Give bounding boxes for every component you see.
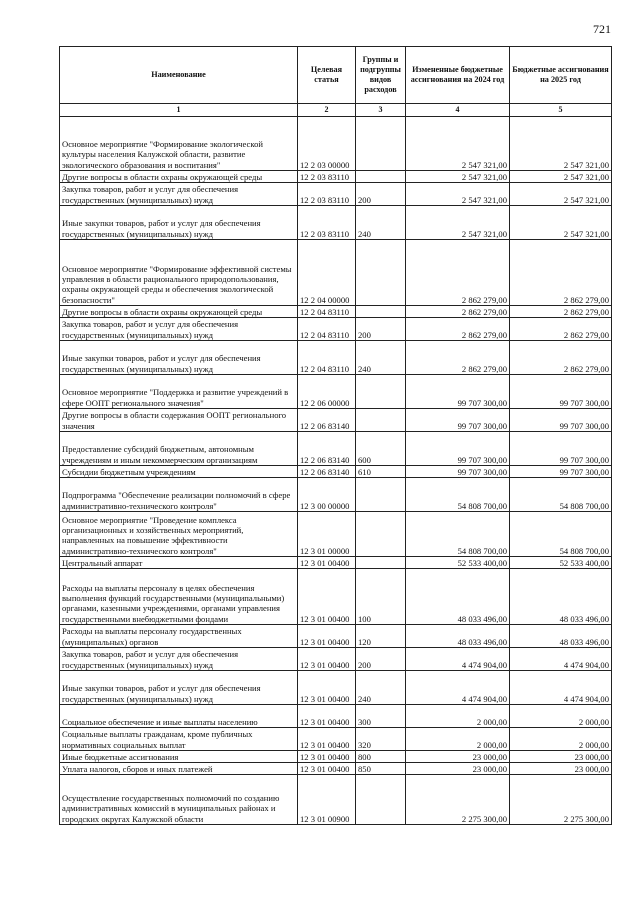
row-code: 12 2 06 83140 — [298, 466, 356, 478]
row-name: Предоставление субсидий бюджетным, автономным учреждениям и иным некоммерческим организациям — [60, 432, 298, 466]
row-group: 850 — [356, 763, 406, 775]
row-amount-2024: 2 000,00 — [406, 728, 510, 751]
table-row — [60, 512, 612, 557]
row-amount-2024: 2 862 279,00 — [406, 240, 510, 306]
row-amount-2024: 48 033 496,00 — [406, 569, 510, 625]
table-row — [60, 557, 612, 569]
row-name: Субсидии бюджетным учреждениям — [60, 466, 298, 478]
row-amount-2025: 2 862 279,00 — [510, 306, 612, 318]
table-row — [60, 648, 612, 671]
row-amount-2025: 99 707 300,00 — [510, 375, 612, 409]
row-code: 12 2 04 83110 — [298, 318, 356, 341]
column-number: 2 — [298, 104, 356, 117]
table-row — [60, 625, 612, 648]
row-code: 12 3 01 00000 — [298, 512, 356, 557]
row-group — [356, 240, 406, 306]
row-code: 12 3 01 00900 — [298, 775, 356, 825]
column-number: 5 — [510, 104, 612, 117]
row-group: 240 — [356, 671, 406, 705]
row-group — [356, 478, 406, 512]
row-name: Закупка товаров, работ и услуг для обеспечения государственных (муниципальных) нужд — [60, 183, 298, 206]
row-amount-2025: 99 707 300,00 — [510, 409, 612, 432]
row-group: 100 — [356, 569, 406, 625]
row-code: 12 2 04 83110 — [298, 341, 356, 375]
row-group — [356, 117, 406, 171]
page-number: 721 — [593, 22, 611, 36]
row-amount-2025: 2 547 321,00 — [510, 171, 612, 183]
row-code: 12 3 01 00400 — [298, 625, 356, 648]
row-group — [356, 409, 406, 432]
header-target: Целевая статья — [298, 47, 356, 104]
row-amount-2024: 4 474 904,00 — [406, 671, 510, 705]
table-row — [60, 240, 612, 306]
row-group: 600 — [356, 432, 406, 466]
header-budget-2025: Бюджетные ассигнования на 2025 год — [510, 47, 612, 104]
row-group: 120 — [356, 625, 406, 648]
row-name: Социальные выплаты гражданам, кроме публичных нормативных социальных выплат — [60, 728, 298, 751]
row-code: 12 2 06 83140 — [298, 432, 356, 466]
row-amount-2025: 54 808 700,00 — [510, 478, 612, 512]
table-header-row — [60, 47, 612, 104]
row-name: Социальное обеспечение и иные выплаты населению — [60, 705, 298, 728]
row-code: 12 2 03 83110 — [298, 171, 356, 183]
row-group — [356, 171, 406, 183]
row-group: 610 — [356, 466, 406, 478]
row-amount-2025: 48 033 496,00 — [510, 625, 612, 648]
row-amount-2025: 2 547 321,00 — [510, 206, 612, 240]
row-amount-2025: 2 000,00 — [510, 728, 612, 751]
table-row — [60, 671, 612, 705]
table-row — [60, 318, 612, 341]
row-group — [356, 306, 406, 318]
column-number: 3 — [356, 104, 406, 117]
row-group: 320 — [356, 728, 406, 751]
header-name: Наименование — [60, 47, 298, 104]
row-group: 200 — [356, 648, 406, 671]
row-amount-2024: 54 808 700,00 — [406, 512, 510, 557]
row-code: 12 3 01 00400 — [298, 648, 356, 671]
row-amount-2024: 52 533 400,00 — [406, 557, 510, 569]
row-code: 12 2 03 83110 — [298, 206, 356, 240]
row-amount-2025: 2 275 300,00 — [510, 775, 612, 825]
table-row — [60, 478, 612, 512]
row-name: Уплата налогов, сборов и иных платежей — [60, 763, 298, 775]
row-amount-2025: 2 862 279,00 — [510, 341, 612, 375]
row-code: 12 2 04 83110 — [298, 306, 356, 318]
row-name: Основное мероприятие "Поддержка и развитие учреждений в сфере ООПТ регионального значения" — [60, 375, 298, 409]
row-name: Закупка товаров, работ и услуг для обеспечения государственных (муниципальных) нужд — [60, 648, 298, 671]
table-row — [60, 569, 612, 625]
row-name: Иные закупки товаров, работ и услуг для обеспечения государственных (муниципальных) нужд — [60, 206, 298, 240]
row-code: 12 2 04 00000 — [298, 240, 356, 306]
row-group: 800 — [356, 751, 406, 763]
table-row — [60, 206, 612, 240]
budget-table — [59, 46, 612, 825]
row-name: Основное мероприятие "Формирование экологической культуры населения Калужской области, развитие экологического образования и воспитания" — [60, 117, 298, 171]
row-amount-2025: 2 862 279,00 — [510, 318, 612, 341]
row-amount-2025: 2 547 321,00 — [510, 183, 612, 206]
table-row — [60, 409, 612, 432]
row-amount-2025: 23 000,00 — [510, 751, 612, 763]
row-name: Другие вопросы в области охраны окружающей среды — [60, 306, 298, 318]
row-group: 240 — [356, 206, 406, 240]
row-code: 12 2 06 00000 — [298, 375, 356, 409]
row-code: 12 2 03 83110 — [298, 183, 356, 206]
row-name: Осуществление государственных полномочий по созданию административных комиссий в муниципальных районах и городских округах Калужской области — [60, 775, 298, 825]
row-amount-2024: 2 862 279,00 — [406, 341, 510, 375]
row-name: Иные закупки товаров, работ и услуг для обеспечения государственных (муниципальных) нужд — [60, 671, 298, 705]
row-name: Центральный аппарат — [60, 557, 298, 569]
row-amount-2025: 4 474 904,00 — [510, 648, 612, 671]
column-number: 1 — [60, 104, 298, 117]
row-amount-2025: 99 707 300,00 — [510, 466, 612, 478]
row-code: 12 3 01 00400 — [298, 569, 356, 625]
row-amount-2024: 99 707 300,00 — [406, 432, 510, 466]
column-number-row — [60, 104, 612, 117]
row-code: 12 2 03 00000 — [298, 117, 356, 171]
row-amount-2024: 99 707 300,00 — [406, 466, 510, 478]
row-group: 240 — [356, 341, 406, 375]
row-amount-2024: 99 707 300,00 — [406, 409, 510, 432]
row-code: 12 2 06 83140 — [298, 409, 356, 432]
row-name: Иные бюджетные ассигнования — [60, 751, 298, 763]
row-amount-2024: 2 547 321,00 — [406, 183, 510, 206]
table-row — [60, 705, 612, 728]
table-row — [60, 728, 612, 751]
table-row — [60, 466, 612, 478]
table-row — [60, 375, 612, 409]
row-group — [356, 557, 406, 569]
row-amount-2024: 99 707 300,00 — [406, 375, 510, 409]
row-code: 12 3 01 00400 — [298, 763, 356, 775]
row-amount-2024: 2 547 321,00 — [406, 117, 510, 171]
row-amount-2025: 52 533 400,00 — [510, 557, 612, 569]
row-amount-2025: 54 808 700,00 — [510, 512, 612, 557]
row-amount-2025: 2 000,00 — [510, 705, 612, 728]
row-name: Расходы на выплаты персоналу государственных (муниципальных) органов — [60, 625, 298, 648]
row-amount-2024: 2 275 300,00 — [406, 775, 510, 825]
row-code: 12 3 01 00400 — [298, 705, 356, 728]
row-amount-2025: 23 000,00 — [510, 763, 612, 775]
row-name: Подпрограмма "Обеспечение реализации полномочий в сфере административно-технического контроля" — [60, 478, 298, 512]
table-row — [60, 775, 612, 825]
row-name: Иные закупки товаров, работ и услуг для обеспечения государственных (муниципальных) нужд — [60, 341, 298, 375]
row-name: Расходы на выплаты персоналу в целях обеспечения выполнения функций государственными (муниципальными) органами, казенными учреждениями, органами управления государственными внебюджетными фондами — [60, 569, 298, 625]
row-code: 12 3 00 00000 — [298, 478, 356, 512]
table-row — [60, 432, 612, 466]
row-name: Другие вопросы в области охраны окружающей среды — [60, 171, 298, 183]
row-amount-2024: 23 000,00 — [406, 763, 510, 775]
table-row — [60, 171, 612, 183]
row-name: Другие вопросы в области содержания ООПТ регионального значения — [60, 409, 298, 432]
row-group — [356, 375, 406, 409]
row-amount-2024: 2 547 321,00 — [406, 206, 510, 240]
row-group — [356, 512, 406, 557]
row-code: 12 3 01 00400 — [298, 728, 356, 751]
row-amount-2024: 2 862 279,00 — [406, 306, 510, 318]
row-code: 12 3 01 00400 — [298, 751, 356, 763]
row-amount-2025: 4 474 904,00 — [510, 671, 612, 705]
row-amount-2024: 23 000,00 — [406, 751, 510, 763]
table-row — [60, 763, 612, 775]
table-row — [60, 117, 612, 171]
row-code: 12 3 01 00400 — [298, 671, 356, 705]
table-row — [60, 341, 612, 375]
row-amount-2024: 54 808 700,00 — [406, 478, 510, 512]
row-amount-2024: 2 000,00 — [406, 705, 510, 728]
header-groups: Группы и подгруппы видов расходов — [356, 47, 406, 104]
row-amount-2025: 2 547 321,00 — [510, 117, 612, 171]
row-name: Основное мероприятие "Формирование эффективной системы управления в области рационального природопользования, охраны окружающей среды и обеспечения экологической безопасности" — [60, 240, 298, 306]
row-amount-2025: 48 033 496,00 — [510, 569, 612, 625]
table-row — [60, 306, 612, 318]
row-amount-2025: 2 862 279,00 — [510, 240, 612, 306]
row-amount-2024: 2 862 279,00 — [406, 318, 510, 341]
row-code: 12 3 01 00400 — [298, 557, 356, 569]
row-group — [356, 775, 406, 825]
row-name: Основное мероприятие "Проведение комплекса организационных и хозяйственных мероприятий, направленных на повышение эффективности административно-технического контроля" — [60, 512, 298, 557]
row-name: Закупка товаров, работ и услуг для обеспечения государственных (муниципальных) нужд — [60, 318, 298, 341]
column-number: 4 — [406, 104, 510, 117]
row-amount-2024: 4 474 904,00 — [406, 648, 510, 671]
row-group: 200 — [356, 183, 406, 206]
row-amount-2024: 2 547 321,00 — [406, 171, 510, 183]
row-amount-2024: 48 033 496,00 — [406, 625, 510, 648]
table-row — [60, 751, 612, 763]
row-group: 200 — [356, 318, 406, 341]
row-amount-2025: 99 707 300,00 — [510, 432, 612, 466]
row-group: 300 — [356, 705, 406, 728]
header-changed-2024: Измененные бюджетные ассигнования на 2024 год — [406, 47, 510, 104]
table-row — [60, 183, 612, 206]
